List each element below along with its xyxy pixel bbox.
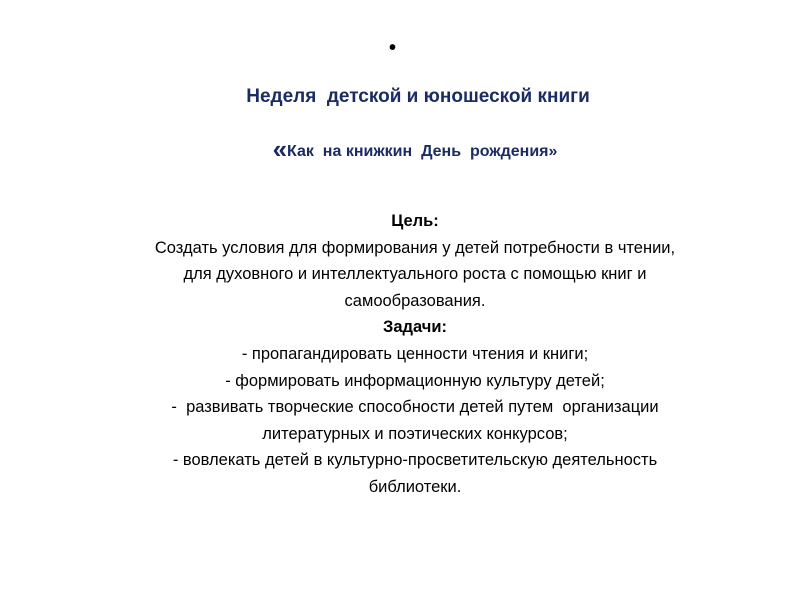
subtitle-open-quote: « — [272, 134, 288, 164]
task-line: библиотеки. — [368, 477, 462, 496]
goal-line: Создать условия для формирования у детей потребности в чтении, — [154, 238, 676, 257]
task-line: - вовлекать детей в культурно-просветительскую деятельность — [172, 451, 658, 470]
task-line: - формировать информационную культуру детей; — [225, 371, 605, 390]
bullet-point: • — [389, 37, 397, 59]
goal-heading: Цель: — [391, 212, 439, 230]
slide-body — [20, 208, 800, 501]
tasks-heading: Задачи: — [383, 318, 447, 337]
slide-title: Неделя детской и юношеской книги — [246, 86, 590, 107]
goal-line: для духовного и интеллектуального роста с помощью книг и — [183, 265, 647, 284]
task-line: - пропагандировать ценности чтения и книги; — [241, 344, 589, 363]
task-line: - развивать творческие способности детей путем организации — [171, 398, 659, 417]
goal-line: самообразования. — [344, 291, 486, 310]
subtitle-text: Как на книжкин День рождения» — [287, 143, 558, 160]
task-line: литературных и поэтических конкурсов; — [262, 424, 568, 443]
slide-subtitle — [0, 134, 800, 165]
